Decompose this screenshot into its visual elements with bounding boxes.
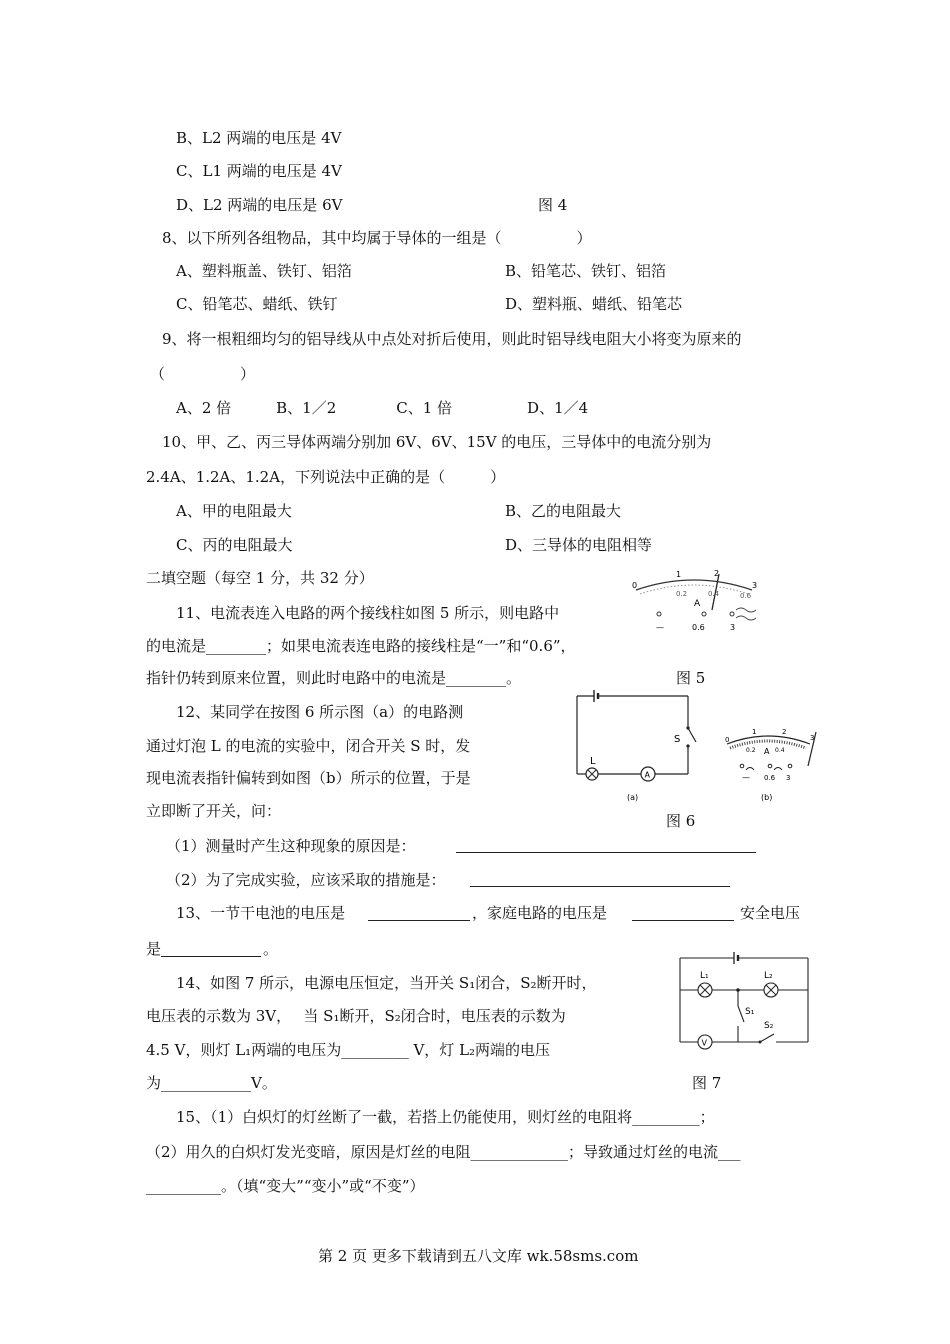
q9-options: A、2 倍 B、1／2 C、1 倍 D、1／4: [176, 399, 589, 417]
q13-text-5: 。: [263, 940, 279, 958]
q10-option-d: D、三导体的电阻相等: [505, 536, 653, 554]
fig5-sub-02: 0.2: [676, 590, 688, 598]
fig7-s2-label: S₂: [764, 1021, 774, 1031]
q8-stem: 8、以下所列各组物品，其中均属于导体的一组是（ ）: [162, 229, 592, 247]
q11-line-3: 指针仍转到原来位置，则此时电路中的电流是________。: [146, 669, 522, 687]
q13-blank-1: [368, 920, 470, 921]
q8-option-a: A、塑料瓶盖、铁钉、铝箔: [176, 262, 352, 280]
fig5-unit-a: A: [694, 599, 701, 609]
fig7-voltmeter-symbol: V: [701, 1038, 707, 1048]
fig6b-terminal-minus: —: [742, 773, 750, 782]
fig5-terminal-06: 0.6: [692, 623, 705, 632]
q12-line-2: 通过灯泡 L 的电流的实验中，闭合开关 S 时，发: [146, 737, 471, 755]
fig6b-terminal-06: 0.6: [764, 774, 776, 782]
q7-option-c: C、L1 两端的电压是 4V: [176, 162, 342, 180]
q9-stem: 9、将一根粗细均匀的铝导线从中点处对折后使用，则此时铝导线电阻大小将变为原来的: [162, 330, 742, 348]
q7-option-b: B、L2 两端的电压是 4V: [176, 129, 342, 147]
q13-text-1: 13、一节干电池的电压是: [176, 904, 346, 922]
fig5-tick-3: 3: [752, 581, 758, 590]
q13-text-2: ，家庭电路的电压是: [472, 904, 608, 922]
q10-option-b: B、乙的电阻最大: [505, 502, 622, 520]
q12-line-4: 立即断了开关，问：: [146, 802, 282, 820]
q12-line-3: 现电流表指针偏转到如图（b）所示的位置，于是: [146, 769, 471, 787]
q11-line-1: 11、电流表连入电路的两个接线柱如图 5 所示，则电路中: [176, 604, 560, 622]
q15-line-1: 15、（1）白炽灯的灯丝断了一截，若搭上仍能使用，则灯丝的电阻将_________；: [176, 1108, 715, 1126]
fig7-label: 图 7: [692, 1074, 722, 1092]
q14-line-2: 电压表的示数为 3V， 当 S₁断开，S₂闭合时，电压表的示数为: [146, 1007, 566, 1025]
q8-option-d: D、塑料瓶、蜡纸、铅笔芯: [505, 295, 683, 313]
fig5-tick-2: 2: [714, 569, 720, 578]
page-footer: 第 2 页 更多下载请到五八文库 wk.58sms.com: [318, 1247, 639, 1265]
q12-line-1: 12、某同学在按图 6 所示图（a）的电路测: [176, 703, 464, 721]
q13-text-3: 安全电压: [740, 904, 801, 922]
fig6-switch-label: S: [674, 734, 681, 745]
q12-subquestion-1: （1）测量时产生这种现象的原因是：: [166, 837, 416, 855]
fig5-label: 图 5: [676, 669, 706, 687]
q14-line-3: 4.5 V，则灯 L₁两端的电压为_________ V，灯 L₂两端的电压: [146, 1041, 551, 1059]
fig6b-terminal-3: 3: [786, 774, 791, 782]
q15-line-3: __________。（填“变大”“变小”或“不变”）: [146, 1177, 425, 1195]
fig4-label: 图 4: [538, 196, 568, 214]
fig6-ammeter-symbol: A: [644, 770, 650, 780]
fig5-tick-0: 0: [632, 581, 638, 590]
fig6b-tick-1: 1: [752, 728, 757, 736]
q10-stem-2: 2.4A、1.2A、1.2A，下列说法中正确的是（ ）: [146, 468, 506, 486]
fig5-ammeter-diagram: [616, 566, 776, 636]
q10-option-c: C、丙的电阻最大: [176, 536, 293, 554]
fig6b-sub-04: 0.4: [775, 747, 785, 754]
q10-option-a: A、甲的电阻最大: [176, 502, 292, 520]
q12-subquestion-2: （2）为了完成实验，应该采取的措施是：: [166, 871, 446, 889]
fig6-caption-a: (a): [627, 793, 639, 802]
q11-line-2: 的电流是________；如果电流表连电路的接线柱是“一”和“0.6”，: [146, 637, 576, 655]
fig7-s1-label: S₁: [745, 1007, 755, 1017]
section2-heading: 二填空题（每空 1 分，共 32 分）: [146, 569, 374, 587]
q13-text-4: 是: [146, 940, 162, 958]
q13-blank-3: [161, 956, 261, 957]
fig7-l1-label: L₁: [700, 971, 709, 981]
fig6-label: 图 6: [666, 812, 696, 830]
q13-blank-2: [632, 920, 734, 921]
q10-stem-1: 10、甲、乙、丙三导体两端分别加 6V、6V、15V 的电压，三导体中的电流分别为: [162, 433, 712, 451]
fig6-caption-b: (b): [761, 793, 773, 802]
fig6b-unit-a: A: [764, 747, 770, 756]
fig6b-tick-3: 3: [810, 734, 815, 742]
fig7-circuit-diagram: [672, 948, 822, 1052]
fig5-tick-1: 1: [676, 570, 682, 579]
fig6b-sub-02: 0.2: [746, 747, 756, 754]
fig5-sub-06: 0.6: [740, 592, 752, 600]
fig5-terminal-minus: —: [656, 623, 664, 632]
fig6b-tick-2: 2: [782, 728, 787, 736]
q8-option-c: C、铅笔芯、蜡纸、铁钉: [176, 295, 338, 313]
q7-option-d: D、L2 两端的电压是 6V: [176, 196, 343, 214]
fig5-terminal-3: 3: [730, 623, 736, 632]
fig6b-tick-0: 0: [725, 736, 730, 744]
q12-answer-line-2: [470, 886, 730, 887]
q14-line-4: 为____________V。: [146, 1074, 277, 1092]
q15-line-2: （2）用久的白炽灯发光变暗，原因是灯丝的电阻_____________；导致通过灯丝的电流___: [146, 1143, 741, 1161]
q9-paren: （ ）: [150, 365, 256, 383]
q14-line-1: 14、如图 7 所示，电源电压恒定，当开关 S₁闭合，S₂断开时，: [176, 974, 597, 992]
fig5-sub-04: 0.4: [708, 590, 720, 598]
fig6-lamp-label: L: [590, 756, 596, 767]
q12-answer-line-1: [456, 852, 756, 853]
fig7-l2-label: L₂: [764, 971, 773, 981]
fig6-circuit-diagram: [570, 688, 820, 810]
q8-option-b: B、铅笔芯、铁钉、铝箔: [505, 262, 667, 280]
